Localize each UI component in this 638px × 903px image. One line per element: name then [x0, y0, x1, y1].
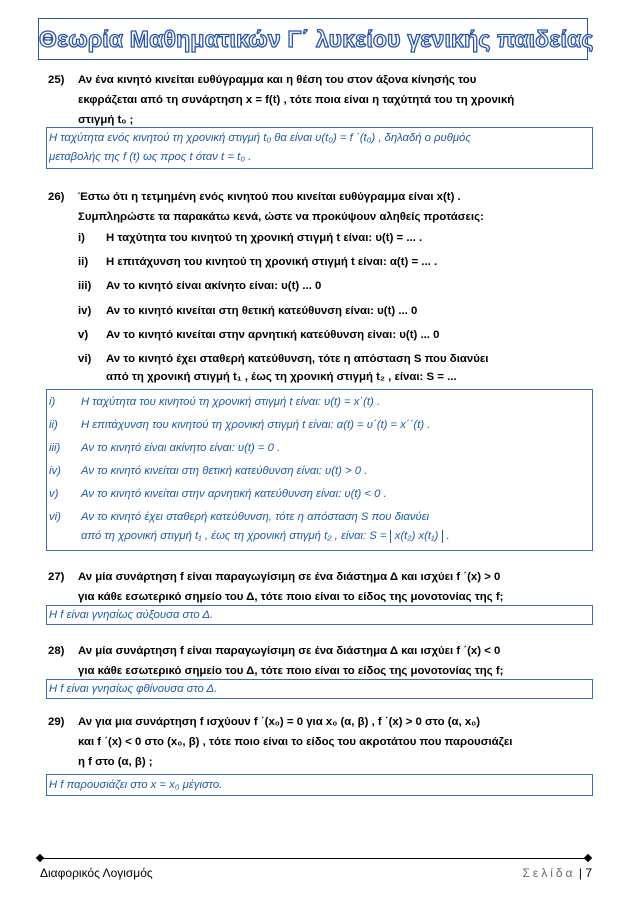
absolute-value-expression: x(t₂) x(t₁): [390, 530, 444, 543]
question-line: Αν μία συνάρτηση f είναι παραγωγίσιμη σε ένα διάστημα Δ και ισχύει f ΄(x) < 0: [78, 645, 501, 657]
question-line: η f στο (α, β) ;: [78, 756, 153, 768]
footer-divider: [40, 858, 588, 859]
answer-line: [81, 530, 450, 543]
item-text: Αν το κινητό κινείται στην αρνητική κατεύθυνση είναι: υ(t) ... 0: [106, 329, 440, 341]
item-number: vi): [78, 353, 92, 365]
footer-page-info: [522, 866, 592, 880]
question-number: 25): [48, 74, 65, 86]
answer-line: Αν το κινητό κινείται στην αρνητική κατεύθυνση είναι: υ(t) < 0 .: [81, 488, 387, 500]
item-text: Η επιτάχυνση του κινητού τη χρονική στιγμή t είναι: α(t) = ... .: [106, 256, 438, 268]
answer-box-27: [46, 605, 593, 625]
question-number: 27): [48, 571, 65, 583]
question-number: 26): [48, 191, 65, 203]
question-line: στιγμή t₀ ;: [78, 114, 134, 126]
footer-diamond-right: [584, 854, 592, 862]
answer-line: Η ταχύτητα του κινητού τη χρονική στιγμή t είναι: υ(t) = x΄(t) .: [81, 396, 381, 408]
answer-line: Η ταχύτητα ενός κινητού τη χρονική στιγμή t₀ θα είναι υ(t₀) = f ΄(t₀) , δηλαδή ο ρυθμός: [49, 132, 471, 144]
page-number: 7: [585, 866, 592, 880]
question-line: εκφράζεται από τη συνάρτηση x = f(t) , τότε ποια είναι η ταχύτητά του τη χρονική: [78, 94, 515, 106]
question-line: Αν μία συνάρτηση f είναι παραγωγίσιμη σε ένα διάστημα Δ και ισχύει f ΄(x) > 0: [78, 571, 501, 583]
question-line: και f ΄(x) < 0 στο (x₀, β) , τότε ποιο είναι το είδος του ακροτάτου που παρουσιάζει: [78, 736, 513, 748]
page-title: Θεωρία Μαθηματικών Γ΄ λυκείου γενικής παιδείας: [39, 26, 594, 52]
item-number: iii): [78, 280, 92, 292]
title-box: [38, 18, 594, 60]
item-text: Η ταχύτητα του κινητού τη χρονική στιγμή t είναι: υ(t) = ... .: [106, 232, 423, 244]
answer-line: μεταβολής της f (t) ως προς t όταν t = t₀ .: [49, 151, 252, 163]
footer-section-title: Διαφορικός Λογισμός: [40, 866, 153, 880]
question-line: Συμπληρώστε τα παρακάτω κενά, ώστε να προκύψουν αληθείς προτάσεις:: [78, 211, 484, 223]
answer-tail: .: [443, 530, 450, 542]
answer-number: iv): [49, 465, 61, 477]
item-text: Αν το κινητό είναι ακίνητο είναι: υ(t) ... 0: [106, 280, 322, 292]
answer-number: ii): [49, 419, 58, 431]
answer-line: Η f παρουσιάζει στο x = x₀ μέγιστο.: [49, 779, 223, 791]
answer-line: Αν το κινητό έχει σταθερή κατεύθυνση, τότε η απόσταση S που διανύει: [81, 511, 430, 523]
answer-box-26: [46, 389, 593, 551]
question-line: Αν ένα κινητό κινείται ευθύγραμμα και η θέση του στον άξονα κίνησής του: [78, 74, 477, 86]
question-line: Αν για μια συνάρτηση f ισχύουν f ΄(x₀) = 0 για x₀ (α, β) , f ΄(x) > 0 στο (α, x₀): [78, 716, 481, 728]
answer-line: Η f είναι γνησίως φθίνουσα στο Δ.: [49, 683, 218, 695]
question-line: Έστω ότι η τετμημένη ενός κινητού που κινείται ευθύγραμμα είναι x(t) .: [78, 191, 461, 203]
answer-line: Αν το κινητό κινείται στη θετική κατεύθυνση είναι: υ(t) > 0 .: [81, 465, 368, 477]
answer-number: v): [49, 488, 59, 500]
item-number: iv): [78, 305, 92, 317]
page-label: Σελίδα: [522, 866, 576, 880]
item-number: v): [78, 329, 89, 341]
question-line: για κάθε εσωτερικό σημείο του Δ, τότε ποιο είναι το είδος της μονοτονίας της f;: [78, 665, 504, 677]
answer-line: Αν το κινητό είναι ακίνητο είναι: υ(t) = 0 .: [81, 442, 281, 454]
item-number: ii): [78, 256, 89, 268]
page-separator: |: [578, 866, 582, 880]
answer-box-25: [46, 127, 593, 169]
answer-line: Η επιτάχυνση του κινητού τη χρονική στιγμή t είναι: α(t) = υ΄(t) = x΄΄(t) .: [81, 419, 431, 431]
answer-number: i): [49, 396, 56, 408]
answer-text: από τη χρονική στιγμή t₁ , έως τη χρονική στιγμή t₂ , είναι: S =: [81, 530, 390, 542]
item-text: Αν το κινητό έχει σταθερή κατεύθυνση, τότε η απόσταση S που διανύει: [106, 353, 489, 365]
question-number: 29): [48, 716, 65, 728]
item-number: i): [78, 232, 85, 244]
answer-box-29: [46, 774, 593, 796]
answer-number: vi): [49, 511, 61, 523]
answer-number: iii): [49, 442, 61, 454]
answer-box-28: [46, 679, 593, 699]
answer-line: Η f είναι γνησίως αύξουσα στο Δ.: [49, 609, 214, 621]
item-text: Αν το κινητό κινείται στη θετική κατεύθυνση είναι: υ(t) ... 0: [106, 305, 418, 317]
question-line: για κάθε εσωτερικό σημείο του Δ, τότε ποιο είναι το είδος της μονοτονίας της f;: [78, 591, 504, 603]
item-text: από τη χρονική στιγμή t₁ , έως τη χρονική στιγμή t₂ , είναι: S = ...: [106, 371, 457, 383]
question-number: 28): [48, 645, 65, 657]
